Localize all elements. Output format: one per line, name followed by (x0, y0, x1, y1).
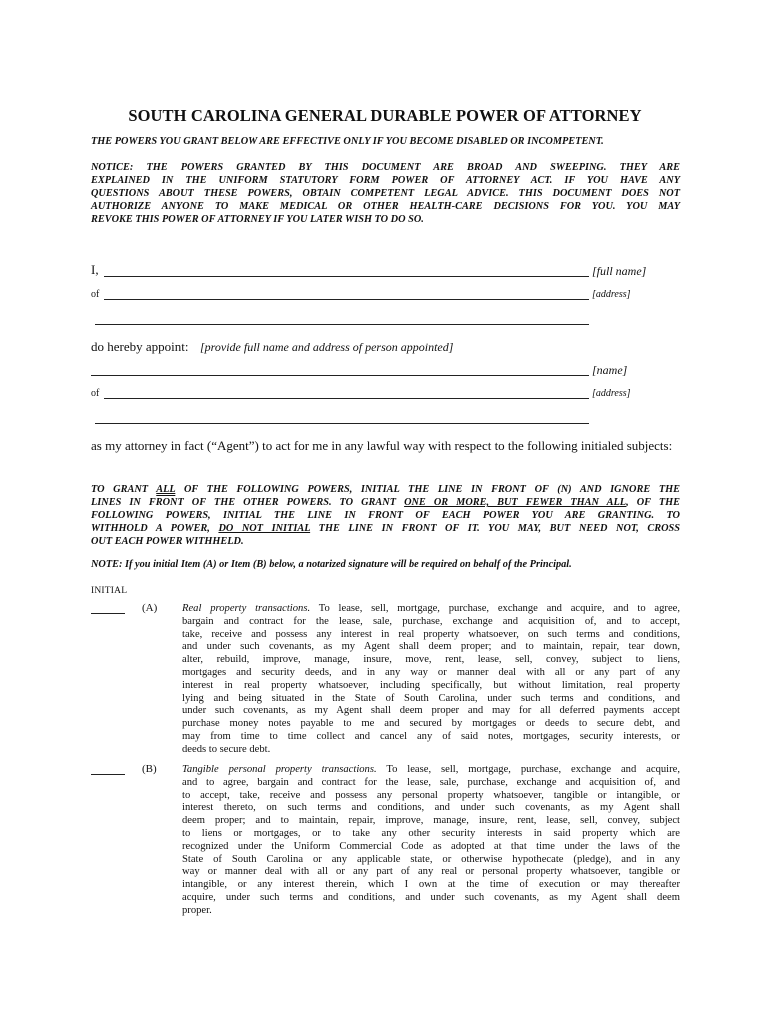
notice-line: NOTICE: THE POWERS GRANTED BY THIS DOCUMENT ARE BROAD AND SWEEPING. THEY ARE (91, 162, 680, 173)
agent-address-field-2[interactable] (95, 423, 589, 424)
notice-line: EXPLAINED IN THE UNIFORM STATUTORY FORM POWER OF ATTORNEY ACT. IF YOU HAVE ANY (91, 175, 680, 186)
item-letter-a: (A) (142, 602, 158, 614)
principal-name-field[interactable] (104, 276, 589, 277)
item-letter-b: (B) (142, 763, 157, 775)
notice-line: REVOKE THIS POWER OF ATTORNEY IF YOU LATER WISH TO DO SO. (91, 214, 424, 225)
notice-line: QUESTIONS ABOUT THESE POWERS, OBTAIN COMPETENT LEGAL ADVICE. THIS DOCUMENT DOES NOT (91, 188, 680, 199)
principal-address-field-2[interactable] (95, 324, 589, 325)
principal-address-hint: [address] (592, 289, 631, 300)
grant-line-1: TO GRANT ALL OF THE FOLLOWING POWERS, INITIAL THE LINE IN FRONT OF (N) AND IGNORE THE (91, 484, 680, 495)
all-emphasis: ALL (156, 484, 176, 495)
attorney-in-fact-text: as my attorney in fact (“Agent”) to act for me in any lawful way with respect to the following initialed subjects: (91, 438, 673, 453)
initial-column-label: INITIAL (91, 586, 128, 596)
agent-of-label: of (91, 388, 100, 399)
full-name-hint: [full name] (592, 264, 647, 278)
fewer-than-all-emphasis: ONE OR MORE, BUT FEWER THAN ALL (404, 497, 627, 508)
grant-line-2: LINES IN FRONT OF THE OTHER POWERS. TO GRANT ONE OR MORE, BUT FEWER THAN ALL, OF THE (91, 497, 681, 508)
notice-line: AUTHORIZE ANYONE TO MAKE MEDICAL OR OTHER HEALTH-CARE DECISIONS FOR YOU. YOU MAY (91, 201, 680, 212)
agent-name-field[interactable] (91, 375, 589, 376)
grant-instructions (91, 483, 680, 548)
effectiveness-warning: THE POWERS YOU GRANT BELOW ARE EFFECTIVE ONLY IF YOU BECOME DISABLED OR INCOMPETENT. (91, 136, 604, 147)
item-a-text: Real property transactions. To lease, sell, mortgage, purchase, exchange and acquire, and to agree, bargain and contract for the lease, sale, purchase, exchange and acquisition of, and to accept, take, receive and possess any interest in real property whatsoever, on such terms and conditions, and under such covenants, as my Agent shall deem proper; and to maintain, repair, tear down, alter, rebuild, improve, manage, insure, move, rent, lease, sell, convey, subject to liens, mortgages and security deeds, and in any way or manner deal with all or any part of any interest in real property whatsoever, including specifically, but without limitation, real property lying and being situated in the State of South Carolina, under such terms and conditions, and under such covenants, as my Agent shall deem proper and may for all deferred payments accept purchase money notes payable to me and secured by mortgages or deeds to secure debt, and may from time to time collect and cancel any of said notes, mortgages, security interests, or deeds to secure debt. (182, 603, 680, 755)
appoint-hint: [provide full name and address of person appointed] (200, 340, 454, 354)
principal-i-label: I, (91, 262, 99, 277)
item-b-text: Tangible personal property transactions. To lease, sell, mortgage, purchase, exchange and acquire, and to agree, bargain and contract for the lease, sale, purchase, exchange and acquisition of, and to accept, take, receive and possess any personal property whatsoever, tangible or intangible, or interest thereto, on such terms and conditions, and under such covenants, as my Agent shall deem proper; and to maintain, repair, improve, manage, insure, rent, lease, sell, convey, subject to liens or mortgages, or to take any other security interests in said property which are recognized under the Uniform Commercial Code as adopted at that time under the laws of the State of South Carolina or any applicable state, or otherwise hypothecate (pledge), and in any way or manner deal with all or any part of any real or personal property whatsoever, tangible or intangible, or any interest therein, which I own at the time of execution or may thereafter acquire, under such terms and conditions, and under such covenants, as my Agent shall deem proper. (182, 764, 680, 916)
do-not-initial-emphasis: DO NOT INITIAL (218, 523, 311, 534)
initial-line-b[interactable] (91, 774, 125, 775)
grant-line-4: WITHHOLD A POWER, DO NOT INITIAL THE LINE IN FRONT OF IT. YOU MAY, BUT NEED NOT, CROSS (91, 523, 680, 534)
notice-paragraph (91, 161, 680, 226)
principal-of-label: of (91, 289, 100, 300)
initial-line-a[interactable] (91, 613, 125, 614)
notarization-note: NOTE: If you initial Item (A) or Item (B) below, a notarized signature will be required on behalf of the Principal. (91, 559, 572, 570)
grant-line-5: OUT EACH POWER WITHHELD. (91, 536, 244, 547)
agent-address-hint: [address] (592, 388, 631, 399)
agent-address-field[interactable] (104, 398, 589, 399)
grant-line-3: FOLLOWING POWERS, INITIAL THE LINE IN FRONT OF EACH POWER YOU ARE GRANTING. TO (91, 510, 680, 521)
item-a-heading: Real property transactions. (182, 603, 311, 614)
page-title: SOUTH CAROLINA GENERAL DURABLE POWER OF ATTORNEY (128, 106, 642, 125)
item-b-heading: Tangible personal property transactions. (182, 764, 377, 775)
principal-address-field[interactable] (104, 299, 589, 300)
appoint-label: do hereby appoint: (91, 339, 189, 354)
agent-name-hint: [name] (592, 363, 628, 377)
